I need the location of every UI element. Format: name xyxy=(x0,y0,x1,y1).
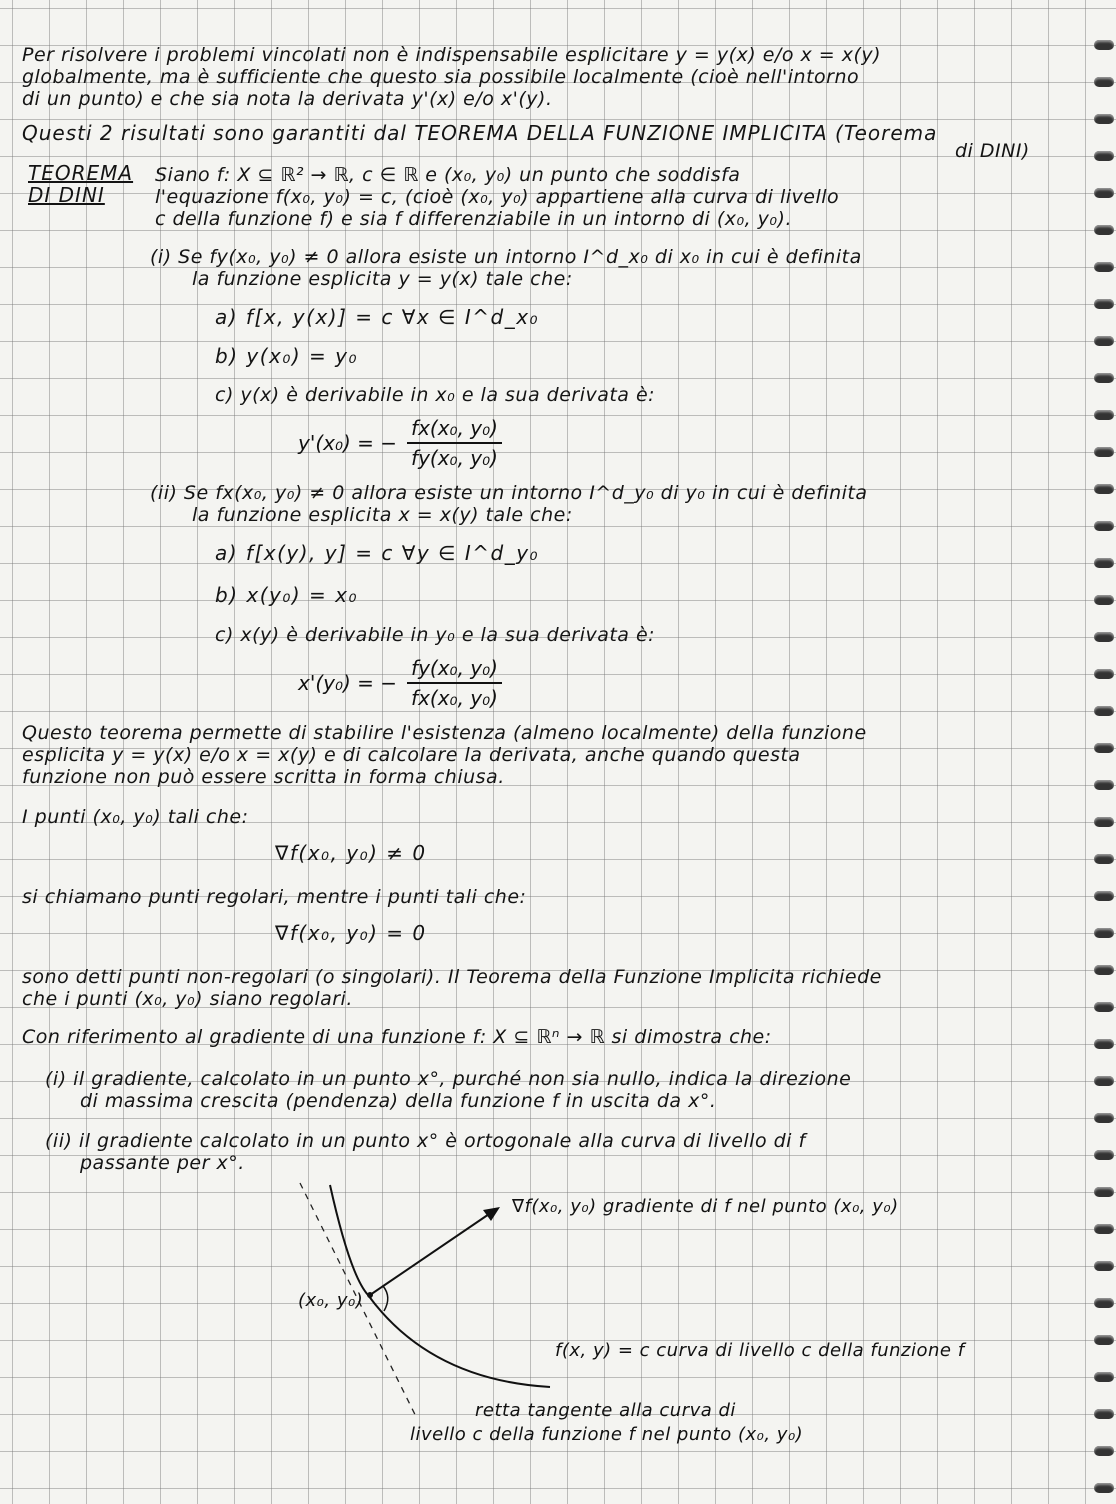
after-line-7: che i punti (x₀, y₀) siano regolari. xyxy=(22,988,353,1010)
spiral-ring xyxy=(1094,1076,1114,1086)
spiral-ring xyxy=(1094,965,1114,975)
gradient-i-line-2: di massima crescita (pendenza) della funzione f in uscita da x°. xyxy=(80,1090,717,1112)
curve-label: f(x, y) = c curva di livello c della funzione f xyxy=(555,1340,965,1361)
spiral-ring xyxy=(1094,780,1114,790)
spiral-ring xyxy=(1094,1335,1114,1345)
theorem-i-a: a) f[x, y(x)] = c ∀x ∈ I^d_x₀ xyxy=(215,305,540,329)
spiral-ring xyxy=(1094,299,1114,309)
spiral-ring xyxy=(1094,743,1114,753)
tangent-label-1: retta tangente alla curva di xyxy=(475,1400,736,1421)
spiral-ring xyxy=(1094,817,1114,827)
spiral-ring xyxy=(1094,928,1114,938)
formula-numerator: fx(x₀, y₀) xyxy=(407,416,502,444)
theorem-i-c: c) y(x) è derivabile in x₀ e la sua derivata è: xyxy=(215,384,656,406)
formula-denominator: fx(x₀, y₀) xyxy=(411,686,498,710)
spiral-binding xyxy=(1090,0,1116,1504)
formula-lhs: x'(y₀) = − xyxy=(298,671,398,695)
tangency-point xyxy=(367,1292,373,1298)
spiral-ring xyxy=(1094,114,1114,124)
theorem-ii-b: b) x(y₀) = x₀ xyxy=(215,583,358,607)
spiral-ring xyxy=(1094,1446,1114,1456)
after-line-4: I punti (x₀, y₀) tali che: xyxy=(22,806,249,828)
spiral-ring xyxy=(1094,1261,1114,1271)
theorem-ii-c: c) x(y) è derivabile in y₀ e la sua derivata è: xyxy=(215,624,656,646)
spiral-ring xyxy=(1094,188,1114,198)
singular-condition: ∇f(x₀, y₀) = 0 xyxy=(275,921,427,945)
spiral-ring xyxy=(1094,410,1114,420)
spiral-ring xyxy=(1094,77,1114,87)
spiral-ring xyxy=(1094,1224,1114,1234)
spiral-ring xyxy=(1094,1113,1114,1123)
after-line-3: funzione non può essere scritta in forma chiusa. xyxy=(22,766,505,788)
spiral-ring xyxy=(1094,521,1114,531)
spiral-ring xyxy=(1094,484,1114,494)
spiral-ring xyxy=(1094,669,1114,679)
gradient-ii-line-1: (ii) il gradiente calcolato in un punto x° è ortogonale alla curva di livello di f xyxy=(45,1130,806,1152)
theorem-line-2: l'equazione f(x₀, y₀) = c, (cioè (x₀, y₀) appartiene alla curva di livello xyxy=(155,186,840,208)
spiral-ring xyxy=(1094,262,1114,272)
results-line-2: di DINI) xyxy=(955,140,1030,162)
regular-condition: ∇f(x₀, y₀) ≠ 0 xyxy=(275,841,427,865)
results-line-1: Questi 2 risultati sono garantiti dal TEOREMA DELLA FUNZIONE IMPLICITA (Teorema xyxy=(22,121,938,145)
spiral-ring xyxy=(1094,1039,1114,1049)
spiral-ring xyxy=(1094,891,1114,901)
gradient-vector xyxy=(370,1210,495,1295)
gradient-line-1: Con riferimento al gradiente di una funzione f: X ⊆ ℝⁿ → ℝ si dimostra che: xyxy=(22,1026,772,1048)
spiral-ring xyxy=(1094,632,1114,642)
spiral-ring xyxy=(1094,336,1114,346)
spiral-ring xyxy=(1094,595,1114,605)
spiral-ring xyxy=(1094,558,1114,568)
theorem-line-3: c della funzione f) e sia f differenziabile in un intorno di (x₀, y₀). xyxy=(155,208,792,230)
theorem-i-line-2: la funzione esplicita y = y(x) tale che: xyxy=(192,268,573,290)
intro-line-1: Per risolvere i problemi vincolati non è indispensabile esplicitare y = y(x) e/o x = x(y) xyxy=(22,44,882,66)
spiral-ring xyxy=(1094,447,1114,457)
theorem-ii-a: a) f[x(y), y] = c ∀y ∈ I^d_y₀ xyxy=(215,541,540,565)
arrow-head-icon xyxy=(483,1207,500,1221)
theorem-label-2: DI DINI xyxy=(28,183,105,207)
spiral-ring xyxy=(1094,225,1114,235)
gradient-label: ∇f(x₀, y₀) gradiente di f nel punto (x₀, y₀) xyxy=(512,1196,899,1217)
formula-lhs: y'(x₀) = − xyxy=(298,431,398,455)
theorem-label-1: TEOREMA xyxy=(28,161,134,185)
gradient-i-line-1: (i) il gradiente, calcolato in un punto x°, purché non sia nullo, indica la direzione xyxy=(45,1068,852,1090)
theorem-ii-formula xyxy=(298,656,502,710)
after-line-2: esplicita y = y(x) e/o x = x(y) e di calcolare la derivata, anche quando questa xyxy=(22,744,801,766)
right-angle-mark xyxy=(383,1286,388,1311)
after-line-6: sono detti punti non-regolari (o singolari). Il Teorema della Funzione Implicita richiede xyxy=(22,966,882,988)
spiral-ring xyxy=(1094,151,1114,161)
spiral-ring xyxy=(1094,1483,1114,1493)
theorem-ii-line-2: la funzione esplicita x = x(y) tale che: xyxy=(192,504,573,526)
theorem-ii-line-1: (ii) Se fx(x₀, y₀) ≠ 0 allora esiste un intorno I^d_y₀ di y₀ in cui è definita xyxy=(150,482,868,504)
theorem-i-line-1: (i) Se fy(x₀, y₀) ≠ 0 allora esiste un intorno I^d_x₀ di x₀ in cui è definita xyxy=(150,246,862,268)
formula-denominator: fy(x₀, y₀) xyxy=(411,446,498,470)
after-line-1: Questo teorema permette di stabilire l'esistenza (almeno localmente) della funzione xyxy=(22,722,867,744)
theorem-line-1: Siano f: X ⊆ ℝ² → ℝ, c ∈ ℝ e (x₀, y₀) un punto che soddisfa xyxy=(155,164,741,186)
gradient-ii-line-2: passante per x°. xyxy=(80,1152,245,1174)
spiral-ring xyxy=(1094,1298,1114,1308)
intro-line-2: globalmente, ma è sufficiente che questo sia possibile localmente (cioè nell'intorno xyxy=(22,66,860,88)
theorem-i-formula xyxy=(298,416,502,470)
intro-line-3: di un punto) e che sia nota la derivata y'(x) e/o x'(y). xyxy=(22,88,553,110)
spiral-ring xyxy=(1094,1002,1114,1012)
after-line-5: si chiamano punti regolari, mentre i punti tali che: xyxy=(22,886,527,908)
formula-numerator: fy(x₀, y₀) xyxy=(407,656,502,684)
spiral-ring xyxy=(1094,706,1114,716)
tangent-label-2: livello c della funzione f nel punto (x₀, y₀) xyxy=(410,1424,804,1445)
spiral-ring xyxy=(1094,373,1114,383)
spiral-ring xyxy=(1094,1409,1114,1419)
point-label: (x₀, y₀) xyxy=(298,1290,364,1311)
theorem-i-b: b) y(x₀) = y₀ xyxy=(215,344,358,368)
spiral-ring xyxy=(1094,1372,1114,1382)
spiral-ring xyxy=(1094,1150,1114,1160)
spiral-ring xyxy=(1094,854,1114,864)
spiral-ring xyxy=(1094,1187,1114,1197)
spiral-ring xyxy=(1094,40,1114,50)
